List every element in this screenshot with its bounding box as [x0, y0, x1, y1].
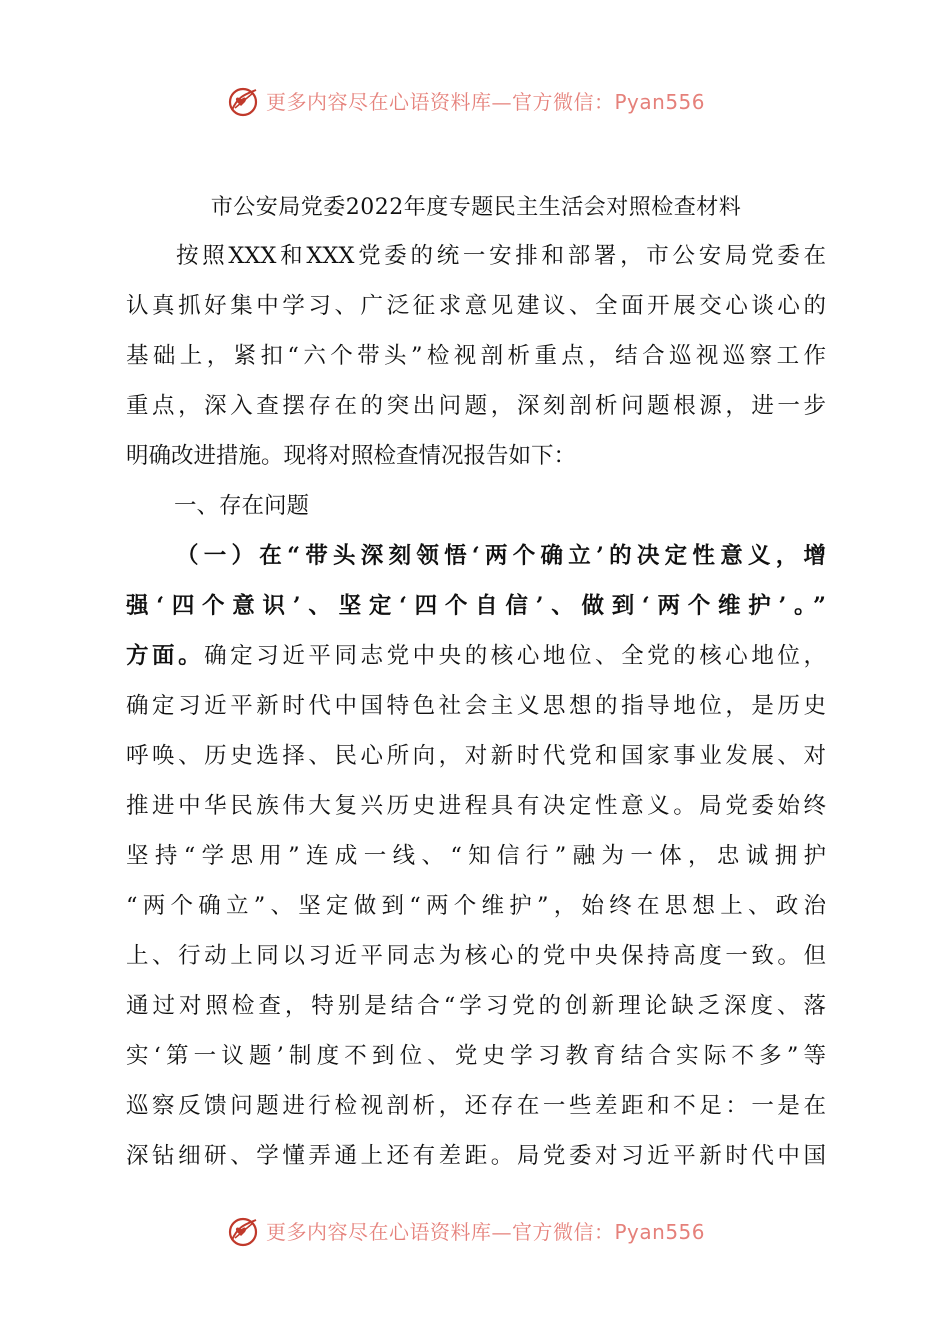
paragraph-line: 上、行动上同以习近平同志为核心的党中央保持高度一致。但 [126, 943, 826, 969]
paragraph-line: 呼唤、历史选择、民心所向，对新时代党和国家事业发展、对 [126, 743, 826, 769]
watermark-text-lead: 更多内容尽在心语资料库— [266, 90, 512, 114]
page-title: 市公安局党委2022年度专题民主生活会对照检查材料 [210, 195, 742, 220]
paragraph-line: 按照XXX和XXX党委的统一安排和部署，市公安局党委在 [176, 243, 826, 269]
paragraph-line: 实‘第一议题’制度不到位、党史学习教育结合实际不多”等 [126, 1043, 826, 1069]
paragraph-text: 确定习近平同志党中央的核心地位、全党的核心地位， [204, 643, 826, 669]
paragraph-line: 坚持“学思用”连成一线、“知信行”融为一体，忠诚拥护 [126, 843, 826, 869]
watermark-text-tail: 官方微信：Pyan556 [512, 90, 706, 114]
paragraph-line: 明确改进措施。现将对照检查情况报告如下： [126, 443, 577, 469]
pen-heart-logo-icon [226, 84, 262, 120]
paragraph-line: 基础上，紧扣“六个带头”检视剖析重点，结合巡视巡察工作 [126, 343, 826, 369]
paragraph-line: 确定习近平新时代中国特色社会主义思想的指导地位，是历史 [126, 693, 826, 719]
paragraph-line: 深钻细研、学懂弄通上还有差距。局党委对习近平新时代中国 [126, 1143, 826, 1169]
paragraph-line [126, 640, 826, 672]
paragraph-line: 重点，深入查摆存在的突出问题，深刻剖析问题根源，进一步 [126, 393, 826, 419]
paragraph-line: 认真抓好集中学习、广泛征求意见建议、全面开展交心谈心的 [126, 293, 826, 319]
watermark-banner-bottom [0, 1212, 950, 1252]
subsection-heading-end: 方面。 [126, 643, 205, 669]
paragraph-line: 推进中华民族伟大复兴历史进程具有决定性意义。局党委始终 [126, 793, 826, 819]
watermark-text [266, 1220, 705, 1244]
watermark-text-lead: 更多内容尽在心语资料库— [266, 1220, 512, 1244]
pen-heart-logo-icon [226, 1214, 262, 1250]
watermark-text-tail: 官方微信：Pyan556 [512, 1220, 706, 1244]
subsection-heading-line: （一）在“带头深刻领悟‘两个确立’的决定性意义，增 [176, 543, 826, 569]
paragraph-line: 巡察反馈问题进行检视剖析，还存在一些差距和不足：一是在 [126, 1093, 826, 1119]
paragraph-line: 通过对照检查，特别是结合“学习党的创新理论缺乏深度、落 [126, 993, 826, 1019]
paragraph-line: “两个确立”、坚定做到“两个维护”，始终在思想上、政治 [126, 893, 826, 919]
subsection-heading-line: 强‘四个意识’、坚定‘四个自信’、做到‘两个维护’。” [126, 593, 826, 619]
watermark-text [266, 90, 705, 114]
watermark-banner-top [0, 82, 950, 122]
section-heading: 一、存在问题 [174, 493, 310, 519]
